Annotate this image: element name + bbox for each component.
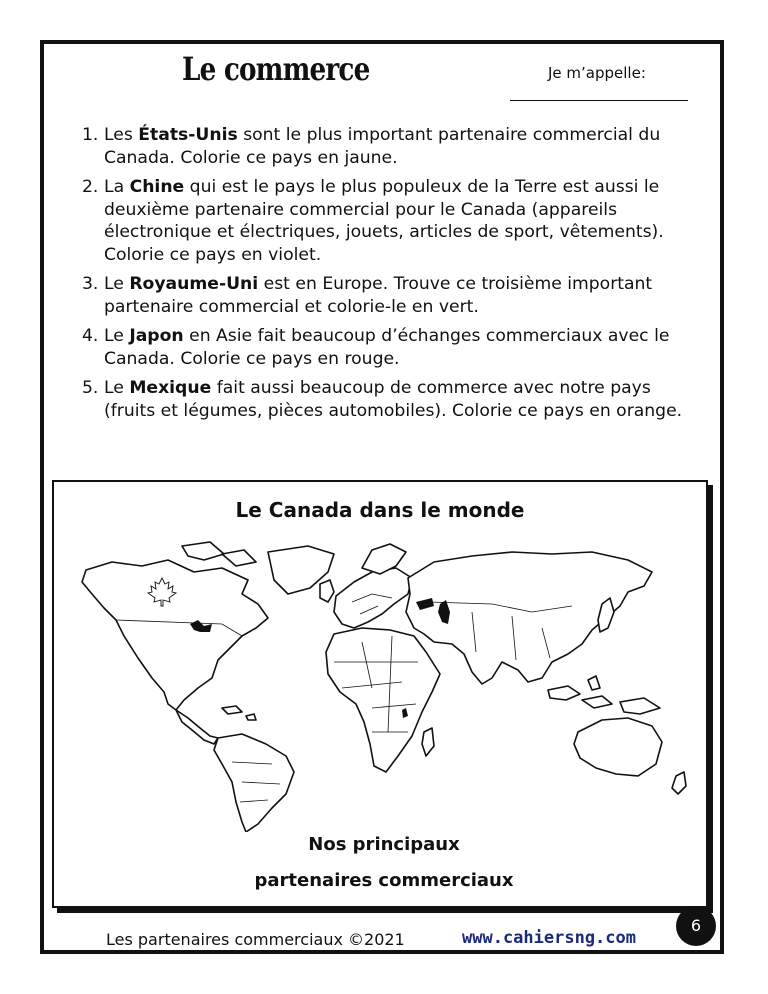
instruction-item [82,377,702,422]
name-label: Je m’appelle: [548,64,646,82]
instruction-number: 4. [82,326,99,346]
instruction-item [82,176,702,266]
instruction-number: 2. [82,177,99,197]
instruction-text-before: Les [104,125,139,145]
world-map[interactable] [72,532,692,832]
instruction-text-after: qui est le pays le plus populeux de la Terre est aussi le deuxième partenaire commercial pour le Canada (appareils électronique et électriques, jouets, articles de sport, vêtements). Colorie ce pays en violet. [104,177,664,265]
map-title: Le Canada dans le monde [235,498,525,522]
country-name: Royaume-Uni [129,274,259,294]
country-name: Mexique [129,378,212,398]
instruction-text-after: est en Europe. Trouve ce troisième important partenaire commercial et colorie-le en vert. [104,274,653,317]
instruction-text-after: sont le plus important partenaire commercial du Canada. Colorie ce pays en jaune. [104,125,661,168]
country-name: Japon [129,326,184,346]
page-number-badge: 6 [676,906,716,946]
instruction-number: 5. [82,378,99,398]
instruction-text-after: en Asie fait beaucoup d’échanges commerciaux avec le Canada. Colorie ce pays en rouge. [104,326,670,369]
instruction-number: 3. [82,274,99,294]
arctic-islands [182,542,256,566]
southeast-asia-islands [548,676,612,708]
instruction-list [82,124,702,429]
instruction-text-before: Le [104,378,130,398]
footer-url-link[interactable]: www.cahiersng.com [462,928,636,948]
instruction-item [82,124,702,169]
instruction-text-before: La [104,177,130,197]
instruction-text-after: fait aussi beaucoup de commerce avec notre pays (fruits et légumes, pièces automobiles). Colorie ce pays en orange. [104,378,683,421]
country-name: Chine [129,177,185,197]
map-caption-line1: Nos principaux [308,834,460,855]
instruction-item [82,273,702,318]
world-map-panel [52,480,708,908]
caribbean-islands [222,706,256,720]
africa-landmass [326,628,440,772]
madagascar-landmass [422,728,434,756]
page-title: Le commerce [182,50,370,88]
uk-landmass [320,580,334,602]
europe-landmass [334,568,412,628]
footer-text: Les partenaires commerciaux ©2021 [106,930,405,949]
instruction-text-before: Le [104,326,130,346]
country-name: États-Unis [138,125,238,145]
new-zealand-landmass [672,772,686,794]
map-caption-line2: partenaires commerciaux [254,870,514,891]
instruction-number: 1. [82,125,99,145]
central-america-landmass [176,710,218,744]
new-guinea-landmass [620,698,660,714]
name-input-line[interactable] [510,100,688,101]
instruction-text-before: Le [104,274,130,294]
australia-landmass [574,718,662,776]
instruction-item [82,325,702,370]
